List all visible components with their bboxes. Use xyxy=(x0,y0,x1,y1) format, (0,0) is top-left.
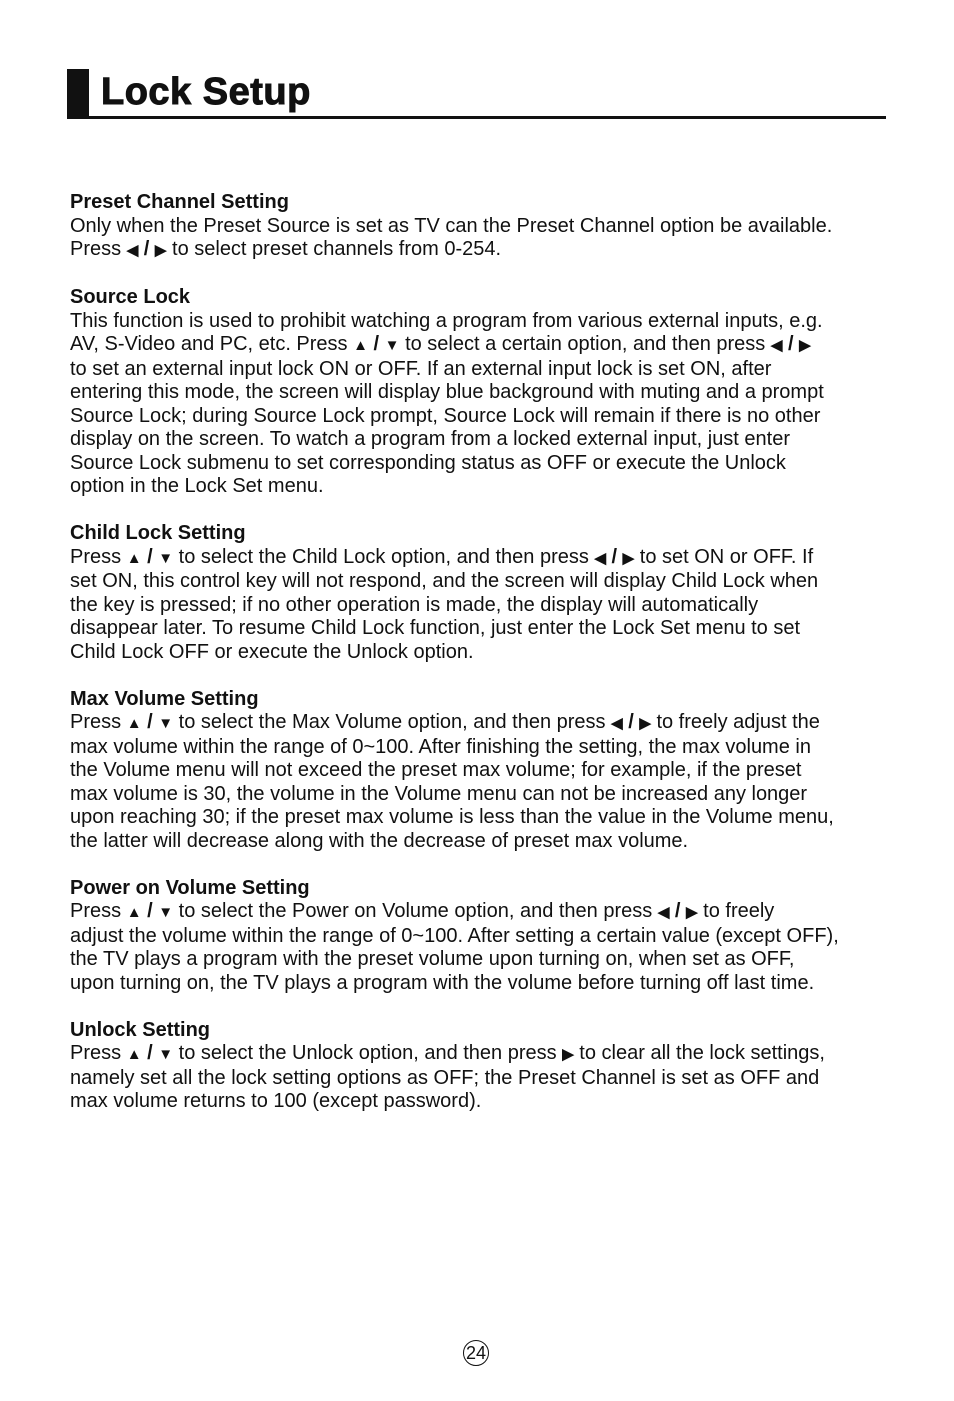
text-line: max volume within the range of 0~100. After finishing the setting, the max volume in xyxy=(70,735,811,758)
section-child-lock xyxy=(70,522,900,664)
text-line: the TV plays a program with the preset volume upon turning on, when set as OFF, xyxy=(70,948,795,970)
text-run: to freely xyxy=(697,900,775,922)
down-arrow-icon: ▼ xyxy=(158,549,174,567)
text-line: max volume returns to 100 (except password). xyxy=(70,1090,482,1112)
text-line xyxy=(70,546,900,571)
right-arrow-icon: ▶ xyxy=(562,1046,574,1063)
section-body xyxy=(70,900,900,995)
page-title: Lock Setup xyxy=(101,71,311,113)
left-arrow-icon: ◀ xyxy=(770,337,783,354)
text-line xyxy=(70,333,900,358)
text-run: Press xyxy=(70,238,127,260)
section-source-lock xyxy=(70,286,900,499)
text-line xyxy=(70,900,900,925)
slash-separator: / xyxy=(141,545,159,568)
slash-separator: / xyxy=(669,900,687,922)
left-arrow-icon: ◀ xyxy=(657,904,670,921)
text-line: to set an external input lock ON or OFF. If an external input lock is set ON, after xyxy=(70,357,772,380)
down-arrow-icon: ▼ xyxy=(158,715,174,732)
slash-separator: / xyxy=(138,238,155,260)
text-run: to select the Child Lock option, and then press xyxy=(173,545,595,568)
text-run: to select the Unlock option, and then press xyxy=(173,1042,563,1064)
text-line xyxy=(70,1042,900,1067)
section-title: Source Lock xyxy=(70,286,191,308)
right-arrow-icon: ▶ xyxy=(686,904,698,921)
section-body xyxy=(70,310,900,499)
up-arrow-icon: ▲ xyxy=(353,337,368,354)
section-body xyxy=(70,1042,900,1114)
down-arrow-icon: ▼ xyxy=(384,337,400,354)
slash-separator: / xyxy=(141,1042,159,1064)
text-line: Source Lock; during Source Lock prompt, Source Lock will remain if there is no other xyxy=(70,404,821,427)
page-number: 24 xyxy=(463,1340,489,1366)
text-line xyxy=(70,238,900,263)
section-body xyxy=(70,546,900,665)
slash-separator: / xyxy=(622,711,640,733)
text-run: to freely adjust the xyxy=(650,711,820,733)
text-line: disappear later. To resume Child Lock function, just enter the Lock Set menu to set xyxy=(70,617,801,639)
text-run: to set ON or OFF. If xyxy=(634,545,814,568)
section-title: Child Lock Setting xyxy=(70,522,246,544)
header-rule xyxy=(67,116,886,119)
left-arrow-icon: ◀ xyxy=(611,715,623,732)
page-header xyxy=(67,69,886,119)
text-line: entering this mode, the screen will display blue background with muting and a prompt xyxy=(70,381,824,403)
slash-separator: / xyxy=(782,333,800,355)
down-arrow-icon: ▼ xyxy=(158,904,174,921)
text-run: to clear all the lock settings, xyxy=(573,1042,825,1064)
text-line: Child Lock OFF or execute the Unlock option. xyxy=(70,640,474,663)
section-preset-channel xyxy=(70,191,900,263)
text-line: Source Lock submenu to set corresponding status as OFF or execute the Unlock xyxy=(70,451,786,474)
down-arrow-icon: ▼ xyxy=(158,1046,174,1063)
section-unlock xyxy=(70,1019,900,1114)
text-run: Press xyxy=(70,1042,127,1064)
right-arrow-icon: ▶ xyxy=(622,549,635,567)
text-line: This function is used to prohibit watching a program from various external inputs, e.g. xyxy=(70,309,823,332)
left-arrow-icon: ◀ xyxy=(126,242,139,259)
slash-separator: / xyxy=(141,900,159,922)
right-arrow-icon: ▶ xyxy=(639,715,651,732)
manual-content xyxy=(70,191,900,1137)
text-run: Press xyxy=(70,900,127,922)
text-line xyxy=(70,711,900,736)
slash-separator: / xyxy=(606,545,623,568)
right-arrow-icon: ▶ xyxy=(154,242,167,259)
section-title: Power on Volume Setting xyxy=(70,876,310,899)
text-line: the Volume menu will not exceed the preset max volume; for example, if the preset xyxy=(70,759,802,781)
right-arrow-icon: ▶ xyxy=(799,337,811,354)
text-run: Press xyxy=(70,711,127,733)
text-line: upon reaching 30; if the preset max volume is less than the value in the Volume menu, xyxy=(70,806,834,828)
text-run: to select preset channels from 0-254. xyxy=(166,238,502,260)
text-run: AV, S-Video and PC, etc. Press xyxy=(70,333,354,355)
text-run: to select the Max Volume option, and then press xyxy=(173,711,612,733)
header-accent-bar xyxy=(67,69,89,118)
section-body xyxy=(70,215,900,263)
section-max-volume xyxy=(70,688,900,854)
section-power-on-volume xyxy=(70,877,900,996)
slash-separator: / xyxy=(367,333,385,355)
text-line: Only when the Preset Source is set as TV can the Preset Channel option be available. xyxy=(70,214,833,237)
text-line: option in the Lock Set menu. xyxy=(70,475,324,497)
up-arrow-icon: ▲ xyxy=(126,904,142,921)
text-line: namely set all the lock setting options as OFF; the Preset Channel is set as OFF and xyxy=(70,1066,820,1089)
text-line: set ON, this control key will not respond, and the screen will display Child Lock when xyxy=(70,570,819,592)
text-line: upon turning on, the TV plays a program with the volume before turning off last time. xyxy=(70,971,815,994)
text-run: Press xyxy=(70,545,127,568)
text-line: display on the screen. To watch a program from a locked external input, just enter xyxy=(70,428,791,450)
section-title: Max Volume Setting xyxy=(70,687,259,710)
section-title: Preset Channel Setting xyxy=(70,191,289,213)
text-run: to select the Power on Volume option, and then press xyxy=(173,900,658,922)
up-arrow-icon: ▲ xyxy=(126,549,142,567)
section-body xyxy=(70,711,900,853)
section-title: Unlock Setting xyxy=(70,1018,211,1041)
up-arrow-icon: ▲ xyxy=(126,1046,142,1063)
left-arrow-icon: ◀ xyxy=(594,549,606,567)
slash-separator: / xyxy=(141,711,159,733)
text-run: to select a certain option, and then press xyxy=(399,333,771,355)
text-line: adjust the volume within the range of 0~100. After setting a certain value (except OFF), xyxy=(70,924,839,947)
text-line: the latter will decrease along with the decrease of preset max volume. xyxy=(70,829,689,852)
up-arrow-icon: ▲ xyxy=(126,715,142,732)
text-line: max volume is 30, the volume in the Volume menu can not be increased any longer xyxy=(70,782,808,805)
text-line: the key is pressed; if no other operation is made, the display will automatically xyxy=(70,593,759,616)
